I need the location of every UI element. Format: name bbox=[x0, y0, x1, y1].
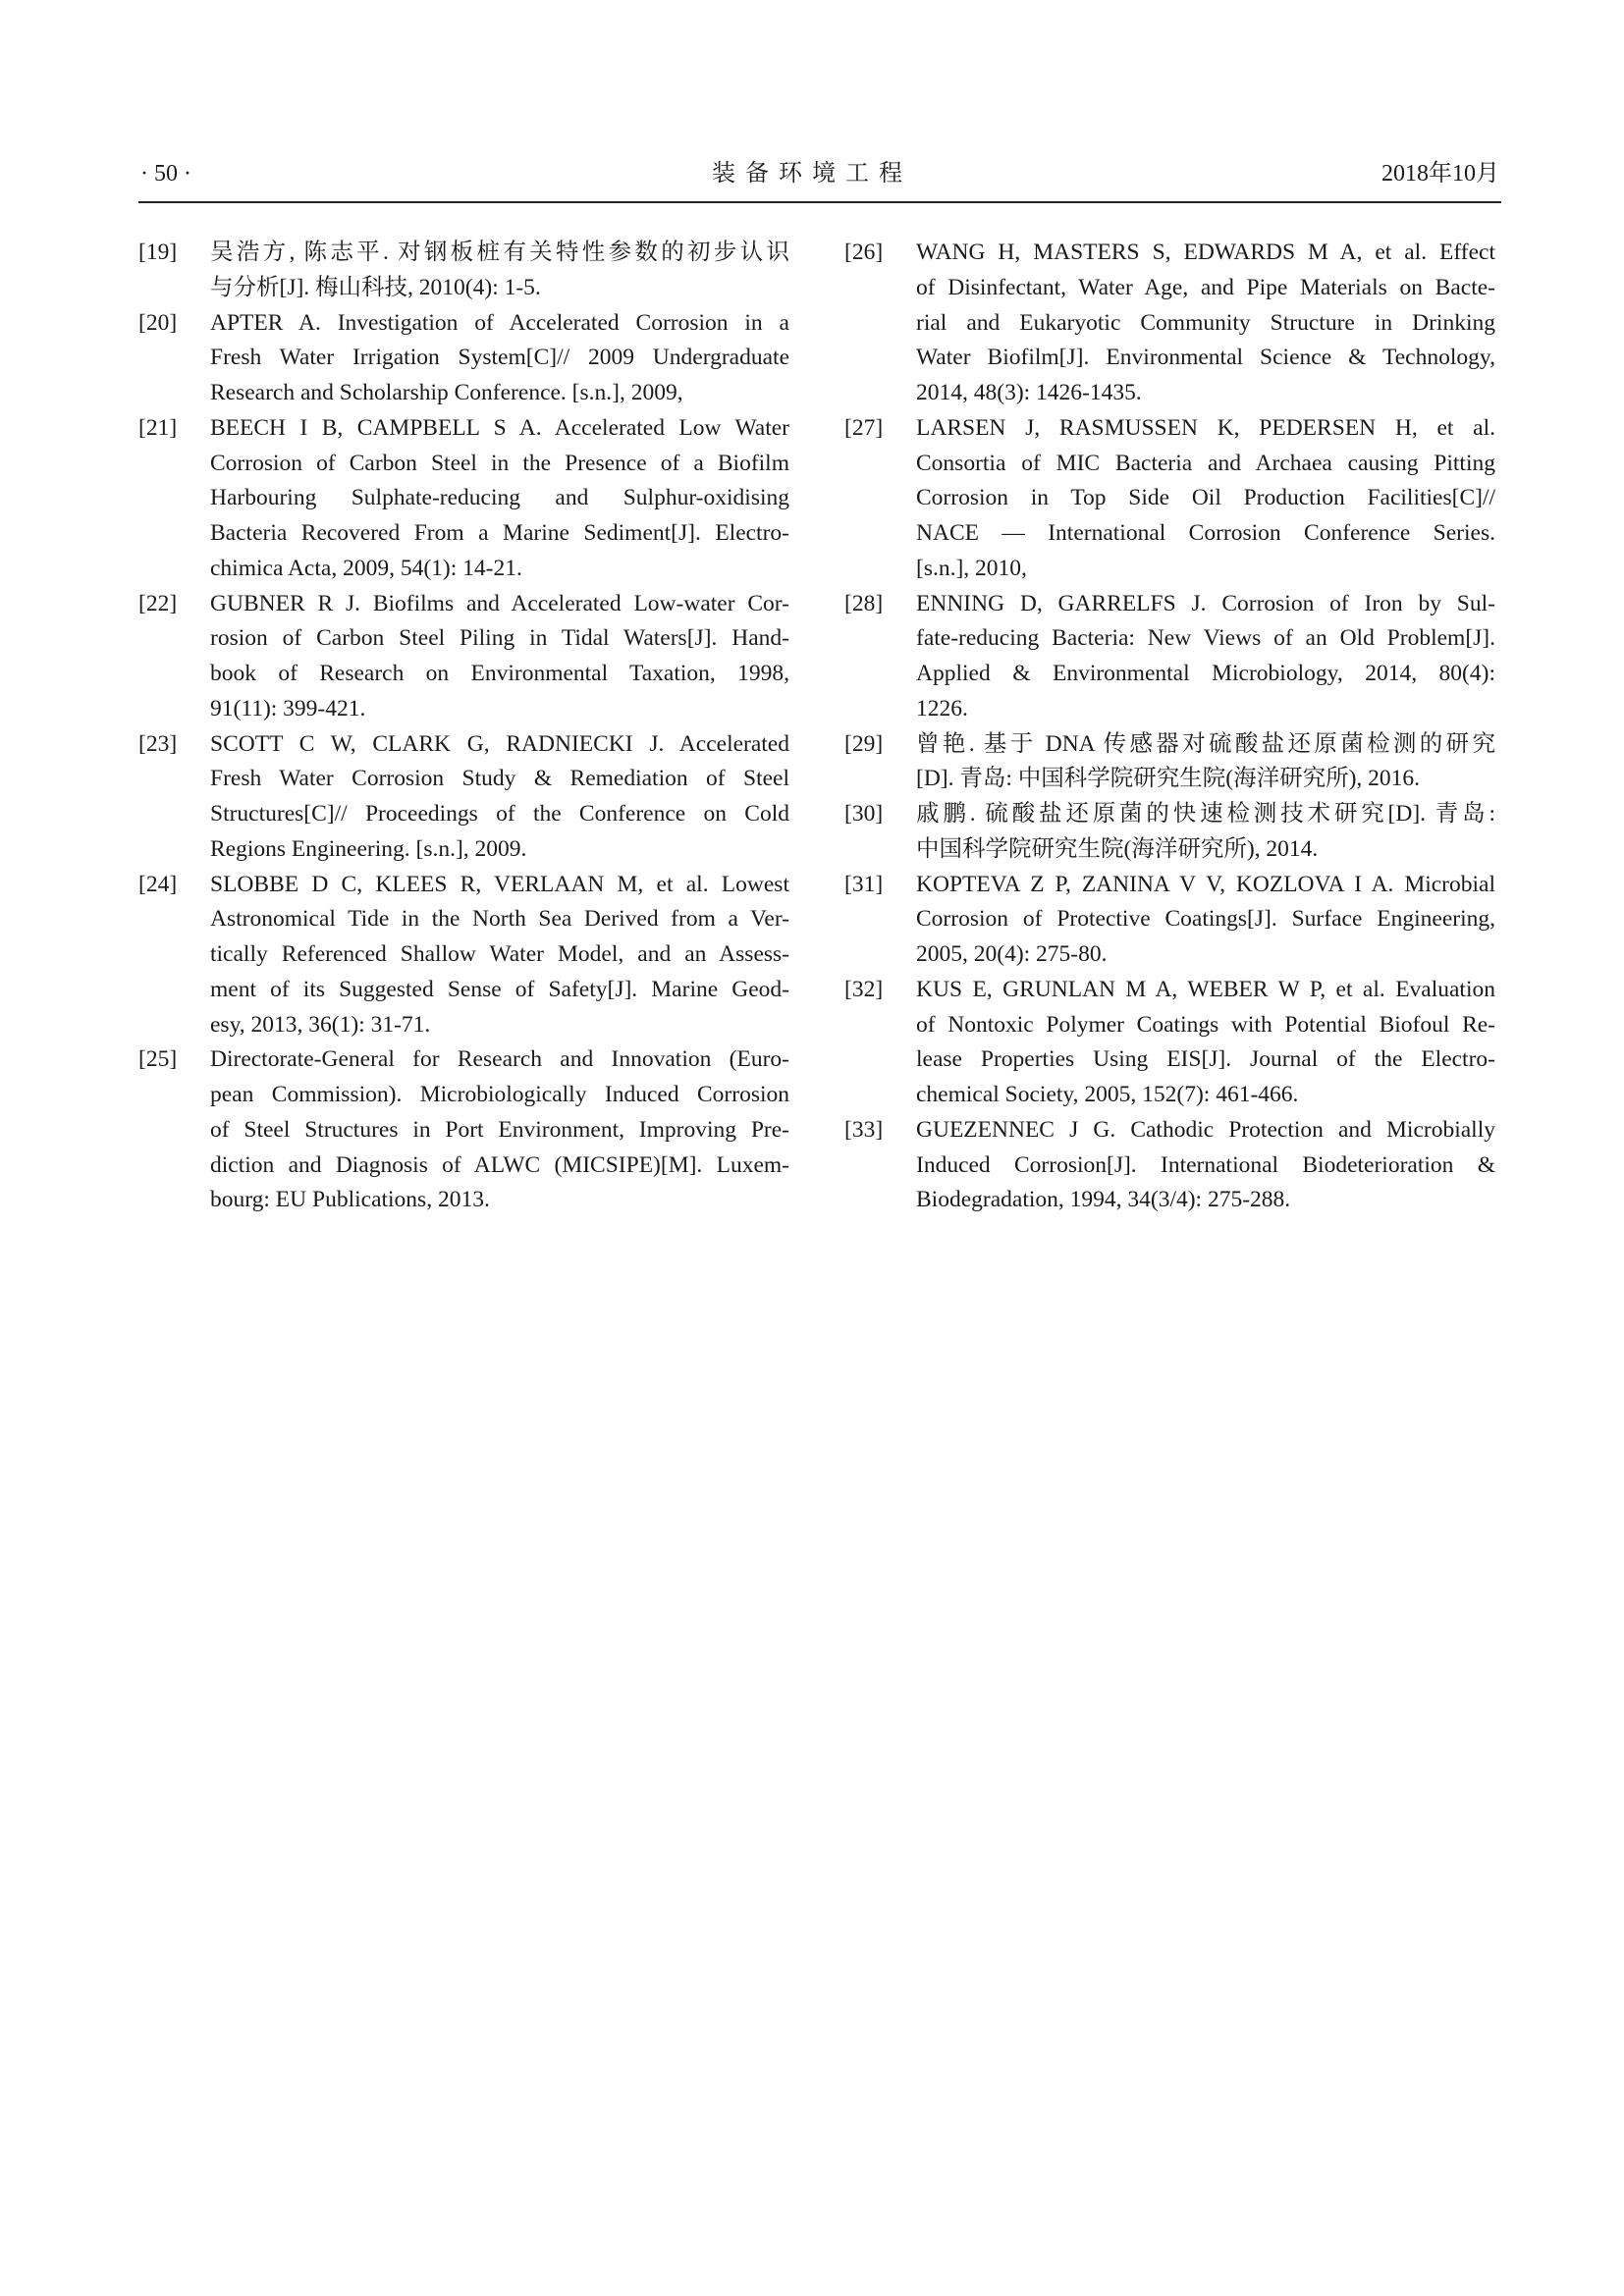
reference-line: fate-reducing Bacteria: New Views of an Old Problem[J]. bbox=[916, 625, 1495, 652]
reference-number: [26] bbox=[844, 240, 884, 265]
reference-line: chimica Acta, 2009, 54(1): 14-21. bbox=[210, 555, 522, 581]
reference-entry bbox=[844, 973, 1497, 1113]
reference-line: [s.n.], 2010, bbox=[916, 555, 1027, 581]
reference-line: KUS E, GRUNLAN M A, WEBER W P, et al. Evaluation bbox=[916, 976, 1495, 1002]
reference-entry bbox=[138, 587, 791, 727]
reference-entry bbox=[844, 868, 1497, 973]
reference-line: bourg: EU Publications, 2013. bbox=[210, 1187, 490, 1213]
reference-number: [24] bbox=[138, 871, 178, 897]
reference-line: esy, 2013, 36(1): 31-71. bbox=[210, 1011, 431, 1038]
reference-line: Fresh Water Corrosion Study & Remediation of Steel bbox=[210, 766, 789, 792]
reference-line: 与分析[J]. 梅山科技, 2010(4): 1-5. bbox=[210, 274, 541, 300]
reference-line: ENNING D, GARRELFS J. Corrosion of Iron by Sul- bbox=[916, 590, 1495, 616]
references-right-column bbox=[844, 236, 1497, 1218]
reference-number: [23] bbox=[138, 730, 178, 757]
reference-number: [20] bbox=[138, 309, 178, 336]
reference-line: rial and Eukaryotic Community Structure in Drinking bbox=[916, 309, 1495, 336]
journal-title: 装备环境工程 bbox=[712, 161, 912, 187]
reference-line: GUBNER R J. Biofilms and Accelerated Low-water Cor- bbox=[210, 590, 789, 616]
reference-line: of Steel Structures in Port Environment, Improving Pre- bbox=[210, 1116, 789, 1143]
reference-number: [27] bbox=[844, 414, 884, 441]
reference-line: Induced Corrosion[J]. International Biodeterioration & bbox=[916, 1151, 1495, 1178]
reference-line: 戚鹏. 硫酸盐还原菌的快速检测技术研究[D]. 青岛: bbox=[916, 801, 1495, 827]
reference-number: [21] bbox=[138, 414, 178, 441]
reference-line: of Nontoxic Polymer Coatings with Potential Biofoul Re- bbox=[916, 1011, 1495, 1038]
reference-number: [22] bbox=[138, 590, 178, 616]
reference-number: [28] bbox=[844, 590, 884, 616]
reference-line: lease Properties Using EIS[J]. Journal of the Electro- bbox=[916, 1046, 1495, 1073]
reference-line: 中国科学院研究生院(海洋研究所), 2014. bbox=[916, 835, 1319, 862]
reference-line: WANG H, MASTERS S, EDWARDS M A, et al. Effect bbox=[916, 240, 1495, 265]
reference-line: Applied & Environmental Microbiology, 2014, 80(4): bbox=[916, 661, 1495, 686]
reference-line: rosion of Carbon Steel Piling in Tidal Waters[J]. Hand- bbox=[210, 625, 789, 652]
reference-line: chemical Society, 2005, 152(7): 461-466. bbox=[916, 1082, 1299, 1107]
reference-entry bbox=[138, 868, 791, 1043]
reference-number: [33] bbox=[844, 1116, 884, 1143]
issue-date: 2018年10月 bbox=[1381, 161, 1499, 187]
reference-line: Regions Engineering. [s.n.], 2009. bbox=[210, 835, 527, 862]
reference-line: 2005, 20(4): 275-80. bbox=[916, 941, 1108, 967]
reference-number: [25] bbox=[138, 1046, 178, 1073]
reference-line: [D]. 青岛: 中国科学院研究生院(海洋研究所), 2016. bbox=[916, 766, 1421, 792]
reference-line: Corrosion in Top Side Oil Production Facilities[C]// bbox=[916, 485, 1495, 511]
reference-line: Fresh Water Irrigation System[C]// 2009 Undergraduate bbox=[210, 345, 789, 371]
reference-line: 吴浩方, 陈志平. 对钢板桩有关特性参数的初步认识 bbox=[210, 240, 789, 265]
reference-line: Harbouring Sulphate-reducing and Sulphur-oxidising bbox=[210, 485, 789, 511]
reference-line: GUEZENNEC J G. Cathodic Protection and Microbially bbox=[916, 1116, 1495, 1143]
reference-number: [29] bbox=[844, 730, 884, 757]
reference-line: SLOBBE D C, KLEES R, VERLAAN M, et al. Lowest bbox=[210, 871, 789, 897]
reference-line: pean Commission). Microbiologically Induced Corrosion bbox=[210, 1082, 789, 1107]
reference-number: [31] bbox=[844, 871, 884, 897]
reference-number: [32] bbox=[844, 976, 884, 1002]
reference-entry bbox=[138, 1042, 791, 1218]
reference-line: Consortia of MIC Bacteria and Archaea causing Pitting bbox=[916, 450, 1495, 476]
reference-line: 91(11): 399-421. bbox=[210, 695, 366, 721]
reference-line: SCOTT C W, CLARK G, RADNIECKI J. Accelerated bbox=[210, 730, 789, 757]
reference-line: Corrosion of Carbon Steel in the Presence of a Biofilm bbox=[210, 450, 789, 476]
reference-line: of Disinfectant, Water Age, and Pipe Materials on Bacte- bbox=[916, 274, 1495, 300]
reference-line: Research and Scholarship Conference. [s.n.], 2009, bbox=[210, 380, 683, 405]
reference-entry bbox=[844, 236, 1497, 411]
reference-number: [30] bbox=[844, 801, 884, 827]
reference-line: KOPTEVA Z P, ZANINA V V, KOZLOVA I A. Microbial bbox=[916, 871, 1495, 897]
reference-line: Corrosion of Protective Coatings[J]. Surface Engineering, bbox=[916, 906, 1495, 933]
header-rule bbox=[138, 201, 1501, 203]
reference-line: Biodegradation, 1994, 34(3/4): 275-288. bbox=[916, 1187, 1291, 1213]
reference-line: 2014, 48(3): 1426-1435. bbox=[916, 380, 1142, 405]
reference-number: [19] bbox=[138, 240, 178, 265]
reference-entry bbox=[844, 727, 1497, 798]
reference-entry bbox=[844, 797, 1497, 868]
page-number: · 50 · bbox=[140, 161, 191, 187]
reference-line: Structures[C]// Proceedings of the Conference on Cold bbox=[210, 801, 789, 827]
reference-line: tically Referenced Shallow Water Model, and an Assess- bbox=[210, 941, 789, 967]
reference-line: LARSEN J, RASMUSSEN K, PEDERSEN H, et al. bbox=[916, 414, 1495, 441]
reference-line: APTER A. Investigation of Accelerated Corrosion in a bbox=[210, 309, 789, 336]
references-left-column bbox=[138, 236, 791, 1218]
reference-entry bbox=[138, 306, 791, 411]
reference-entry bbox=[844, 1113, 1497, 1218]
reference-line: Directorate-General for Research and Innovation (Euro- bbox=[210, 1046, 789, 1073]
reference-line: NACE — International Corrosion Conference Series. bbox=[916, 520, 1495, 546]
reference-entry bbox=[138, 411, 791, 587]
reference-entry bbox=[138, 727, 791, 868]
reference-line: Water Biofilm[J]. Environmental Science & Technology, bbox=[916, 345, 1495, 371]
reference-line: Astronomical Tide in the North Sea Derived from a Ver- bbox=[210, 906, 789, 933]
reference-line: ment of its Suggested Sense of Safety[J]. Marine Geod- bbox=[210, 976, 789, 1002]
reference-line: diction and Diagnosis of ALWC (MICSIPE)[M]. Luxem- bbox=[210, 1151, 789, 1178]
reference-entry bbox=[844, 587, 1497, 727]
reference-line: Bacteria Recovered From a Marine Sediment[J]. Electro- bbox=[210, 520, 789, 546]
reference-line: 1226. bbox=[916, 695, 968, 721]
reference-line: book of Research on Environmental Taxation, 1998, bbox=[210, 661, 789, 686]
reference-line: 曾艳. 基于 DNA 传感器对硫酸盐还原菌检测的研究 bbox=[916, 730, 1495, 757]
reference-line: BEECH I B, CAMPBELL S A. Accelerated Low Water bbox=[210, 414, 789, 441]
reference-entry bbox=[138, 236, 791, 306]
reference-entry bbox=[844, 411, 1497, 587]
